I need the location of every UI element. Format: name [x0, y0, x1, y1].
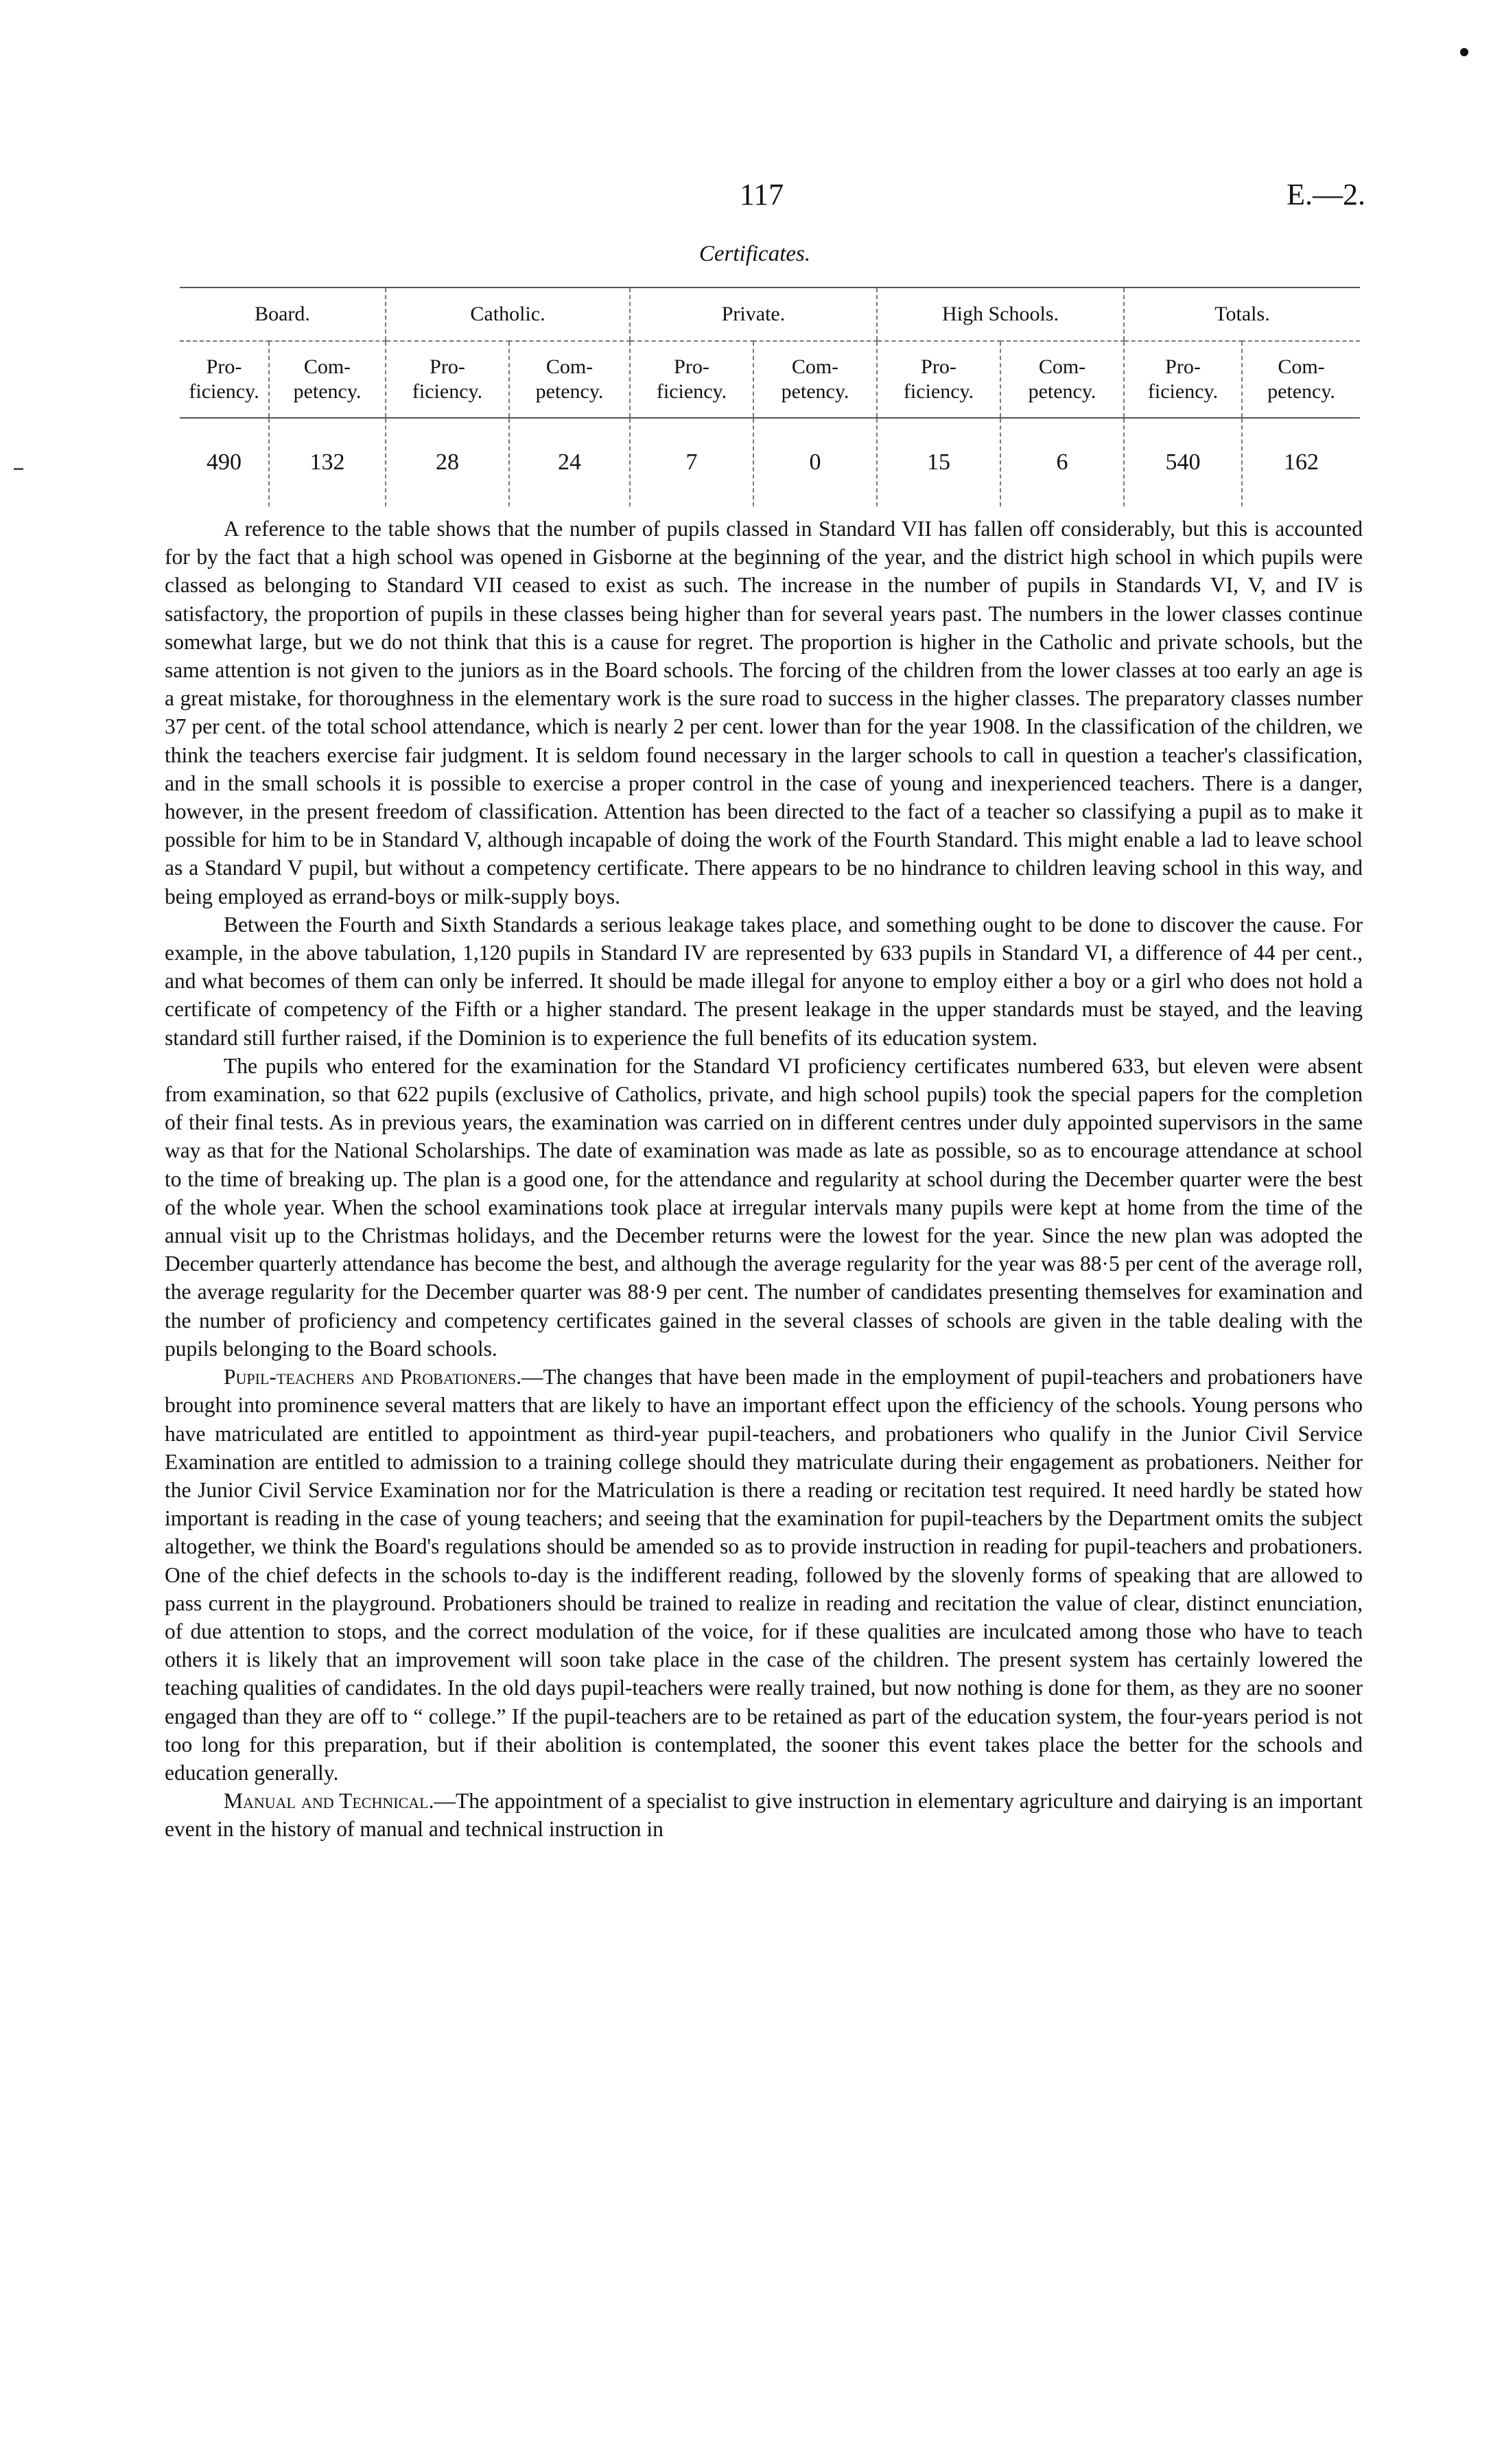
paragraph-text: Between the Fourth and Sixth Standards a serious leakage takes place, and something ought to be done to discover the cause. For example, in the above tabulation, 1,120 pupils in Standard IV are represented by 633 pupils in Standard VI, a difference of 44 per cent., and what becomes of them can only be inferred. It should be made illegal for anyone to employ either a boy or a girl who does not hold a certificate of competency of the Fifth or a higher standard. The present leakage in the upper standards must be stayed, and the leaving standard still further raised, if the Dominion is to experience the full benefits of its education system.: [165, 912, 1363, 1050]
sub-header-competency: [1242, 341, 1360, 418]
group-header-high-schools: High Schools.: [877, 288, 1124, 341]
group-header-board: Board.: [180, 288, 386, 341]
sub-header-competency: [1000, 341, 1124, 418]
sub-header-label: Pro- ficiency.: [903, 355, 974, 403]
cell-high-schools-proficiency: 15: [877, 418, 1000, 506]
sub-header-proficiency: [630, 341, 753, 418]
cell-catholic-competency: 24: [509, 418, 630, 506]
group-header-totals: Totals.: [1124, 288, 1360, 341]
sub-header-label: Pro- ficiency.: [189, 355, 259, 403]
cell-catholic-proficiency: 28: [386, 418, 509, 506]
sub-header-proficiency: [1124, 341, 1242, 418]
paragraph-text: The pupils who entered for the examination for the Standard VI proficiency certificates numbered 633, but eleven were absent from examination, so that 622 pupils (exclusive of Catholics, private, and high school pupils) took the special papers for the completion of their final tests. As in previous years, the examination was carried on in different centres under duly appointed supervisors in the same way as that for the National Scholarships. The date of examination was made as late as possible, so as to encourage attendance at school to the time of breaking up. The plan is a good one, for the attendance and regularity at school during the December quarter were the best of the whole year. When the school examinations took place at irregular intervals many pupils were kept at home from the time of the annual visit up to the Christmas holidays, and the December returns were the lowest for the year. Since the new plan was adopted the December quarterly attendance has become the best, and although the average regularity for the year was 88·5 per cent of the average roll, the average regularity for the December quarter was 88·9 per cent. The number of candidates presenting themselves for examination and the number of proficiency and competency certificates gained in the several classes of schools are given in the table dealing with the pupils belonging to the Board schools.: [165, 1053, 1363, 1361]
margin-mark: [14, 468, 23, 470]
sub-header-label: Pro- ficiency.: [656, 355, 727, 403]
sub-header-label: Com- petency.: [1028, 355, 1096, 403]
cell-totals-proficiency: 540: [1124, 418, 1242, 506]
sub-header-proficiency: [386, 341, 509, 418]
cell-high-schools-competency: 6: [1000, 418, 1124, 506]
paragraph-standards-classification: [165, 515, 1363, 911]
sub-header-proficiency: [877, 341, 1000, 418]
group-header-catholic: Catholic.: [386, 288, 630, 341]
page-number: 117: [739, 178, 784, 211]
paragraph-leakage: [165, 911, 1363, 1052]
corner-dot-mark: [1460, 48, 1468, 56]
sub-header-label: Com- petency.: [293, 355, 362, 403]
cell-board-competency: 132: [269, 418, 386, 506]
paragraph-text: —The changes that have been made in the employment of pupil-teachers and probationers have brought into prominence several matters that are likely to have an important effect upon the efficiency of the schools. Young persons who have matriculated are entitled to appointment as third-year pupil-teachers, and probationers who qualify in the Junior Civil Service Examination are entitled to admission to a training college should they matriculate during their engagement as probationers. Neither for the Junior Civil Service Examination nor for the Matriculation is there a reading or recitation test required. It need hardly be stated how important is reading in the case of young teachers; and seeing that the examination for pupil-teachers by the Department omits the subject altogether, we think the Board's regulations should be amended so as to provide instruction in reading for pupil-teachers and probationers. One of the chief defects in the schools to-day is the indifferent reading, followed by the slovenly forms of speaking that are allowed to pass current in the playground. Probationers should be trained to realize in reading and recitation the value of clear, distinct enunciation, of due attention to stops, and the correct modulation of the voice, for if these qualities are inculcated among those who have to teach others it is likely that an improvement will soon take place in the case of the children. The present system has certainly lowered the teaching qualities of candidates. In the old days pupil-teachers were really trained, but now nothing is done for them, as they are no sooner engaged than they are off to “ college.” If the pupil-teachers are to be retained as part of the education system, the four-years period is not too long for this preparation, but if their abolition is contemplated, the sooner this event takes place the better for the schools and education generally.: [165, 1365, 1363, 1785]
body-text: [165, 515, 1363, 1844]
cell-totals-competency: 162: [1242, 418, 1360, 506]
sub-header-competency: [509, 341, 630, 418]
sub-header-label: Com- petency.: [1267, 355, 1335, 403]
sub-header-label: Pro- ficiency.: [412, 355, 483, 403]
cell-private-proficiency: 7: [630, 418, 753, 506]
table-group-header-row: [180, 288, 1360, 341]
paragraph-manual-technical: [165, 1787, 1363, 1843]
paragraph-proficiency-exam: [165, 1052, 1363, 1363]
cell-private-competency: 0: [753, 418, 877, 506]
sub-header-proficiency: [180, 341, 269, 418]
section-heading: Manual and Technical.: [224, 1789, 434, 1814]
certificates-table: [180, 287, 1360, 506]
sub-header-label: Com- petency.: [535, 355, 604, 403]
table-sub-header-row: [180, 341, 1360, 418]
section-heading: Pupil-teachers and Probationers.: [224, 1365, 521, 1389]
sub-header-label: Com- petency.: [781, 355, 849, 403]
sub-header-competency: [753, 341, 877, 418]
group-header-private: Private.: [630, 288, 877, 341]
paragraph-text: —The appointment of a specialist to give instruction in elementary agriculture and dairying is an important event in the history of manual and technical instruction in: [165, 1789, 1363, 1842]
paragraph-pupil-teachers: [165, 1363, 1363, 1787]
table-row: [180, 418, 1360, 506]
table-title: Certificates.: [698, 242, 811, 266]
paragraph-text: A reference to the table shows that the number of pupils classed in Standard VII has fallen off considerably, but this is accounted for by the fact that a high school was opened in Gisborne at the beginning of the year, and the district high school in which pupils were classed as belonging to Standard VII ceased to exist as such. The increase in the number of pupils in Standards VI, V, and IV is satisfactory, the proportion of pupils in these classes being higher than for several years past. The numbers in the lower classes continue somewhat large, but we do not think that this is a cause for regret. The proportion is higher in the Catholic and private schools, but the same attention is not given to the juniors as in the Board schools. The forcing of the children from the lower classes at too early an age is a great mistake, for thoroughness in the elementary work is the sure road to success in the higher classes. The preparatory classes number 37 per cent. of the total school attendance, which is nearly 2 per cent. lower than for the year 1908. In the classification of the children, we think the teachers exercise fair judgment. It is seldom found necessary in the larger schools to call in question a teacher's classification, and in the small schools it is possible to exercise a proper control in the case of young and inexperienced teachers. There is a danger, however, in the present freedom of classification. Attention has been directed to the fact of a teacher so classifying a pupil as to make it possible for him to be in Standard V, although incapable of doing the work of the Fourth Standard. This might enable a lad to leave school as a Standard V pupil, but without a competency certificate. There appears to be no hindrance to children leaving school in this way, and being employed as errand-boys or milk-supply boys.: [165, 517, 1363, 908]
cell-board-proficiency: 490: [207, 449, 242, 475]
sub-header-competency: [269, 341, 386, 418]
sub-header-label: Pro- ficiency.: [1147, 355, 1219, 403]
document-code: E.—2.: [1287, 178, 1365, 211]
